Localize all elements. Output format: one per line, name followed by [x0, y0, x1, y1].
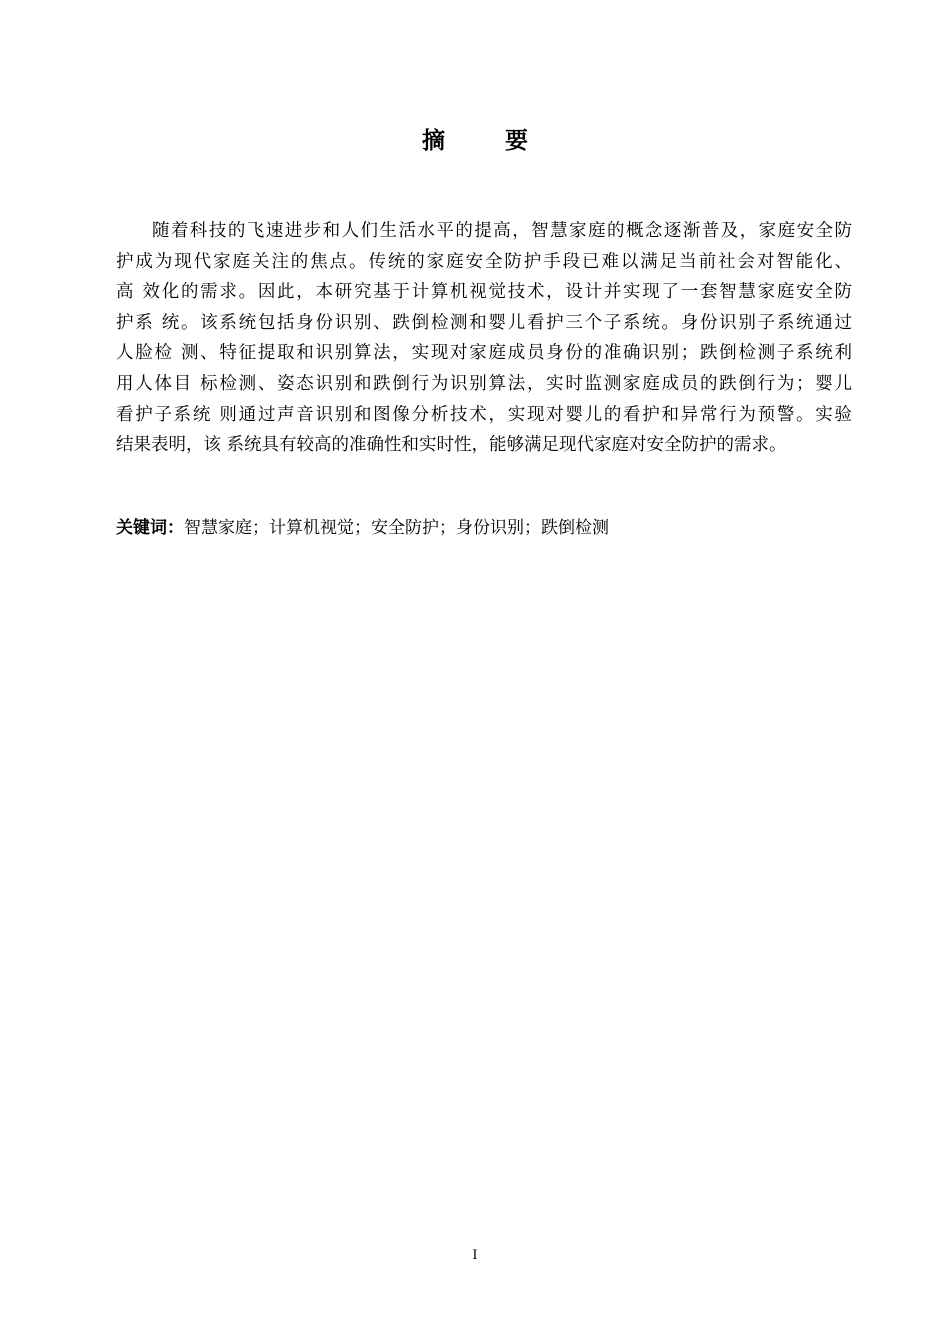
abstract-line: 看护子系统 则通过声音识别和图像分析技术，实现对婴儿的看护和异常行为预警。实验 — [116, 404, 852, 425]
abstract-body — [116, 216, 852, 461]
abstract-line: 护系 统。该系统包括身份识别、跌倒检测和婴儿看护三个子系统。身份识别子系统通过 — [116, 312, 852, 333]
abstract-line: 用人体目 标检测、姿态识别和跌倒行为识别算法，实时监测家庭成员的跌倒行为；婴儿 — [116, 373, 852, 394]
abstract-line: 护成为现代家庭关注的焦点。传统的家庭安全防护手段已难以满足当前社会对智能化、 — [116, 251, 852, 272]
page-title: 摘 要 — [421, 128, 554, 154]
page-number: I — [472, 1248, 478, 1263]
abstract-line: 高 效化的需求。因此，本研究基于计算机视觉技术，设计并实现了一套智慧家庭安全防 — [116, 282, 852, 303]
abstract-line: 结果表明，该 系统具有较高的准确性和实时性，能够满足现代家庭对安全防护的需求。 — [116, 435, 787, 456]
abstract-line: 人脸检 测、特征提取和识别算法，实现对家庭成员身份的准确识别；跌倒检测子系统利 — [116, 343, 852, 364]
abstract-line: 随着科技的飞速进步和人们生活水平的提高，智慧家庭的概念逐渐普及，家庭安全防 — [152, 221, 852, 241]
keywords-line — [116, 514, 609, 542]
keywords-text: 智慧家庭；计算机视觉；安全防护；身份识别；跌倒检测 — [184, 518, 609, 538]
keywords-label: 关键词： — [116, 518, 184, 538]
